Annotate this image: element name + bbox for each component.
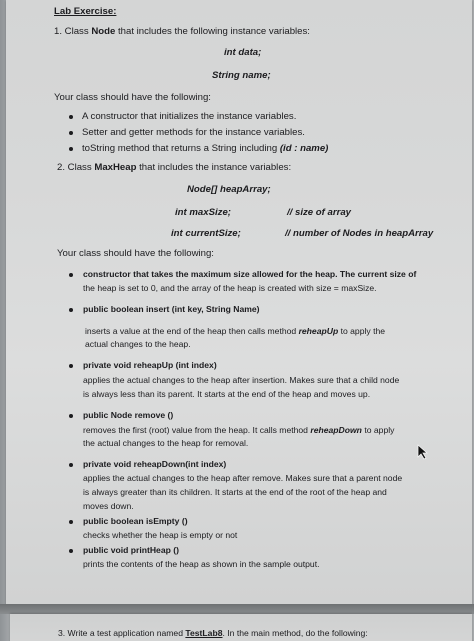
q2-insert-signature: public boolean insert (int key, String Name) (83, 304, 260, 314)
q1-bullet-2: Setter and getter methods for the instance variables. (82, 127, 305, 138)
lab-heading: Lab Exercise: (54, 6, 117, 17)
q2-reheapup-signature: private void reheapUp (int index) (83, 360, 217, 370)
q3-rest: . In the main method, do the following: (222, 628, 368, 638)
q1-bullet-3-format: (id : name) (279, 143, 329, 154)
q2-printheap-signature: public void printHeap () (83, 545, 179, 555)
q2-rest: that includes the instance variables: (139, 162, 292, 173)
q1-line (54, 27, 310, 37)
q2-ctor-line-1 (83, 270, 416, 279)
q2-comment-maxsize: // size of array (287, 207, 351, 218)
q2-ctor-line-2: the heap is set to 0, and the array of the heap is created with size = maxSize. (83, 283, 377, 293)
q2-remove-text-c: to apply (364, 425, 395, 435)
q1-classname: Node (91, 26, 116, 37)
q1-number: 1. Class (54, 26, 89, 37)
bullet-icon (69, 414, 73, 418)
q2-remove-signature: public Node remove () (83, 410, 174, 420)
q2-isempty-signature: public boolean isEmpty () (83, 516, 188, 526)
q2-insert-text-c: to apply the (340, 326, 386, 336)
bullet-icon (69, 273, 73, 277)
q2-reheapup-line-1: applies the actual changes to the heap after insertion. Makes sure that a child node (83, 375, 400, 385)
q2-reheapdown-line-1: applies the actual changes to the heap after remove. Makes sure that a parent node (83, 473, 403, 483)
q3-line (58, 629, 368, 638)
q2-insert-text-a: inserts a value at the end of the heap then calls method (85, 326, 297, 336)
q1-rest: that includes the following instance variables: (117, 26, 310, 37)
bullet-icon (69, 308, 73, 312)
q1-should: Your class should have the following: (54, 92, 211, 103)
mouse-pointer-icon (416, 444, 430, 460)
q2-insert-method: reheapUp (298, 326, 339, 336)
q2-classname: MaxHeap (94, 162, 137, 173)
q2-insert-line-1 (85, 327, 385, 336)
q1-var-name: String name; (212, 70, 271, 81)
q2-remove-line-2: the actual changes to the heap for removal. (83, 438, 249, 448)
q3-number: 3. Write a test application named (58, 628, 183, 638)
bullet-icon (69, 463, 73, 467)
bullet-icon (69, 147, 73, 151)
bullet-icon (69, 131, 73, 135)
q2-ctor-text-1: constructor that takes the maximum size allowed for the heap. The current size of (83, 269, 417, 279)
bullet-icon (69, 520, 73, 524)
q2-var-maxsize: int maxSize; (175, 207, 231, 218)
paper-page (6, 0, 472, 604)
q2-line (57, 163, 291, 173)
page-gap (0, 604, 474, 614)
bullet-icon (69, 549, 73, 553)
q2-reheapdown-line-2: is always greater than its children. It starts at the end of the root of the heap and (83, 487, 387, 497)
q3-classname: TestLab8 (185, 628, 223, 638)
q2-remove-line-1 (83, 426, 394, 435)
q1-bullet-1: A constructor that initializes the instance variables. (82, 111, 297, 122)
q2-reheapup-line-2: is always less than its parent. It starts at the end of the heap and moves up. (83, 389, 371, 399)
q2-isempty-line-1: checks whether the heap is empty or not (83, 530, 238, 540)
q2-printheap-line-1: prints the contents of the heap as shown in the sample output. (83, 559, 320, 569)
q2-remove-text-a: removes the first (root) value from the heap. It calls method (83, 425, 308, 435)
q2-comment-currentsize: // number of Nodes in heapArray (285, 228, 434, 239)
q2-var-heaparray: Node[] heapArray; (187, 184, 271, 195)
q2-var-currentsize: int currentSize; (171, 228, 241, 239)
bullet-icon (69, 364, 73, 368)
q1-var-data: int data; (224, 47, 262, 58)
q2-should: Your class should have the following: (57, 248, 214, 259)
q2-number: 2. Class (57, 162, 92, 173)
q1-bullet-3-text: toString method that returns a String including (82, 143, 278, 154)
q2-insert-line-2: actual changes to the heap. (85, 339, 191, 349)
q1-bullet-3 (82, 144, 328, 154)
q2-remove-method: reheapDown (310, 425, 362, 435)
bullet-icon (69, 115, 73, 119)
q2-reheapdown-line-3: moves down. (83, 501, 134, 511)
q2-reheapdown-signature: private void reheapDown(int index) (83, 459, 227, 469)
